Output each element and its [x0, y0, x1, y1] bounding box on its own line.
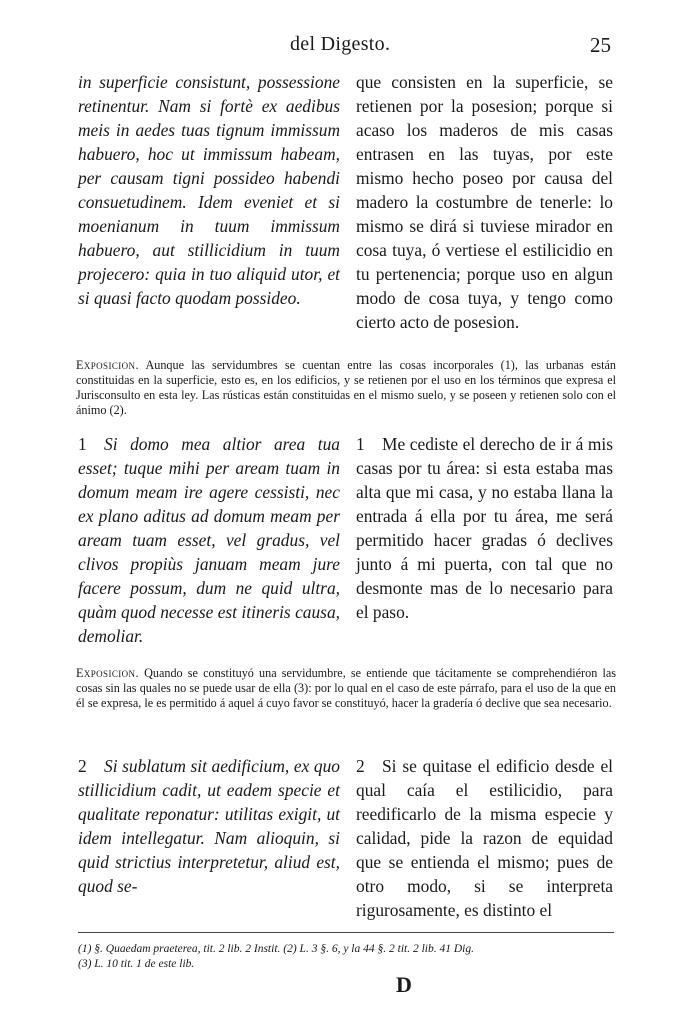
paragraph-number: 1 [78, 434, 87, 454]
printer-signature-mark: D [396, 972, 412, 997]
paragraph-number: 2 [356, 756, 365, 776]
exposition-label: Exposicion. [76, 358, 139, 372]
footnote-line: (3) L. 10 tit. 1 de este lib. [78, 958, 195, 970]
footnotes [78, 942, 618, 972]
spanish-text-paragraph-2: 2 Si se quitase el edificio desde el qual caía el estilicidio, para reedificarlo de la misma especie y calidad, pide la razon de equidad que se entienda el mismo; pues de otro modo, si se interpreta rigurosamente, es distinto el [356, 756, 613, 920]
running-header: del Digesto. [290, 33, 391, 55]
page-number: 25 [590, 33, 611, 57]
footnote-divider [78, 932, 614, 933]
latin-text-paragraph-1: 1 Si domo mea altior area tua esset; tuque mihi per aream tuam in domum meam ire agere cessisti, nec ex plano aditus ad domum meam per aream tuam esset, vel gradus, vel clivos propiùs januam meam jure facere possum, dum ne quid ultra, quàm quod necesse est itineris causa, demoliar. [78, 434, 340, 646]
paragraph-number: 2 [78, 756, 87, 776]
spanish-text-paragraph-1: 1 Me cediste el derecho de ir á mis casas por tu área: si esta estaba mas alta que mi casa, y no estaba llana la entrada á ella por tu área, me será permitido hacer gradas ó declives junto á mi puerta, con tal que no desmonte mas de lo necesario para el paso. [356, 434, 613, 622]
exposition-1 [76, 358, 616, 418]
spanish-text-section-1: que consisten en la superficie, se retienen por la posesion; porque si acaso los maderos de mis casas entrasen en las tuyas, por este mismo hecho poseo por causa del madero la costumbre de tenerle: lo mismo se dirá si tuviese mirador en cosa tuya, ó vertiese el estilicidio en tu pertenencia; porque uso en algun modo de cosa tuya, y tengo como cierto acto de posesion. [356, 72, 613, 332]
exposition-label: Exposicion. [76, 666, 139, 680]
exposition-text: Quando se constituyó una servidumbre, se entiende que tácitamente se comprehendiéron las cosas sin las quales no se puede usar de ella (3): por lo qual en el caso de este párrafo, para el uso de la que en él se expresa, le es permitido á aquel á cuyo favor se constituyó, hacer la gradería ó declive que sea necesario. [76, 666, 616, 710]
latin-text-paragraph-2: 2 Si sublatum sit aedificium, ex quo stillicidium cadit, ut eadem specie et qualitate reponatur: utilitas exigit, ut idem intellegatur. Nam alioquin, si quid strictius interpretetur, aliud est, quod se- [78, 756, 340, 896]
footnote-line: (1) §. Quaedam praeterea, tit. 2 lib. 2 Instit. (2) L. 3 §. 6, y la 44 §. 2 tit. 2 lib. 41 Dig. [78, 943, 474, 955]
paragraph-number: 1 [356, 434, 365, 454]
exposition-2 [76, 666, 616, 711]
exposition-text: Aunque las servidumbres se cuentan entre las cosas incorporales (1), las urbanas están constituidas en la superficie, esto es, en los edificios, y se retienen por el uso en los términos que expresa el Jurisconsulto en esta ley. Las rústicas están constituidas en el mismo suelo, y se poseen y retienen solo con el ánimo (2). [76, 358, 616, 417]
latin-text-section-1: in superficie consistunt, possessione retinentur. Nam si fortè ex aedibus meis in aedes tuas tignum immissum habuero, hoc ut immissum habeam, per causam tigni possideo habendi consuetudinem. Idem eveniet et si moenianum in tuum immissum habuero, aut stillicidium in tuum projecero: quia in tuo aliquid utor, et si quasi facto quodam possideo. [78, 72, 340, 308]
